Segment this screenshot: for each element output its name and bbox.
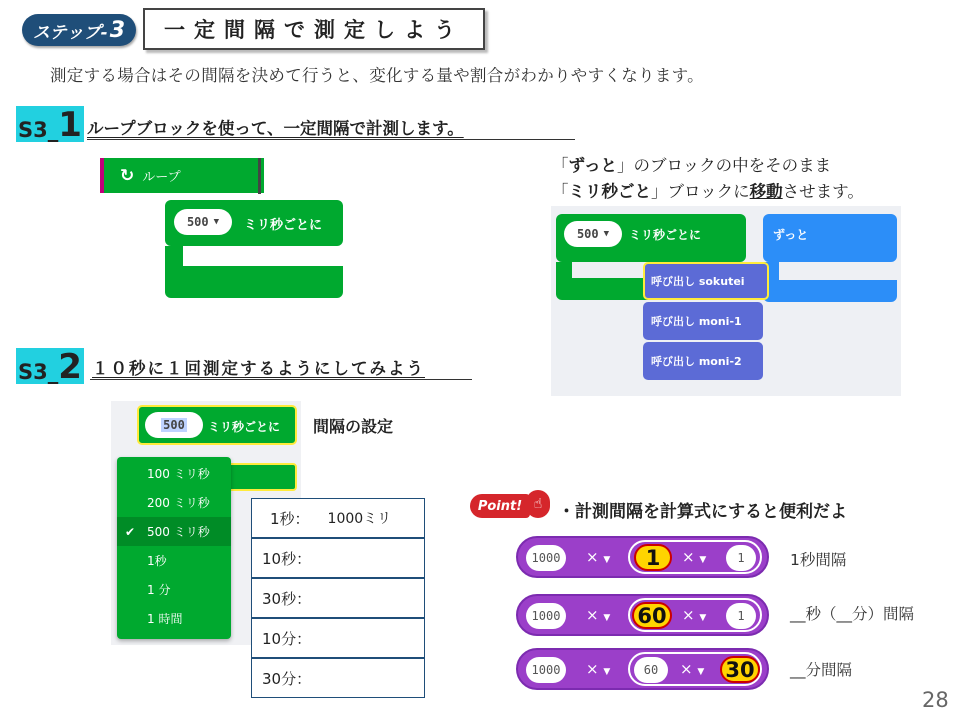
calc-row-3-op1-caret-icon: ▼ — [603, 667, 611, 677]
table-row-30min[interactable] — [251, 658, 425, 698]
move-note-line2 — [552, 178, 864, 202]
page-title-text: 一定間隔で測定しよう — [164, 18, 464, 42]
s3-1-label-number: 1 — [58, 105, 82, 145]
note-l2-mid: 」ブロックに — [651, 182, 750, 201]
interval-dropdown-menu — [117, 457, 231, 639]
ws-dropdown-caret-icon: ▼ — [603, 229, 610, 239]
calc-row-1-op1-sym: × — [586, 548, 599, 566]
table-row-10min-label: 10分： — [262, 629, 312, 648]
every-ms-value-text: 500 — [186, 215, 209, 229]
table-row-10s-label: 10秒： — [262, 549, 312, 568]
calc-row-1-op1[interactable] — [586, 548, 610, 566]
dropdown-option-200ms-label: 200 ミリ秒 — [147, 496, 210, 510]
point-badge-text: Point! — [477, 498, 523, 514]
ws-every-label: ミリ秒ごとに — [629, 228, 702, 242]
pointing-hand-icon: ☝ — [526, 490, 550, 518]
calc-row-2-label: __秒（__分）間隔 — [790, 605, 915, 623]
divider — [258, 158, 261, 194]
workspace — [551, 206, 901, 396]
ws-call-sokutei[interactable] — [643, 262, 769, 300]
calc-row-1-label: 1秒間隔 — [790, 551, 847, 569]
calc-row-2-op1-sym: × — [586, 606, 599, 624]
calc-row-3-a[interactable]: 1000 — [526, 657, 566, 683]
calc-row-3-op1[interactable] — [586, 660, 610, 678]
calc-row-1-op2[interactable] — [682, 548, 706, 566]
ws-call-moni-2[interactable] — [643, 342, 763, 380]
dropdown-option-200ms[interactable] — [117, 488, 231, 517]
table-row-1s-label: 1秒： — [270, 509, 310, 528]
calc-row-2-op2-sym: × — [682, 606, 695, 624]
table-row-1s — [251, 498, 425, 538]
dropdown-option-1min[interactable] — [117, 575, 231, 604]
dropdown-option-100ms-label: 100 ミリ秒 — [147, 467, 210, 481]
calc-row-2-op2[interactable] — [682, 606, 706, 624]
calc-row-1-a[interactable]: 1000 — [526, 545, 566, 571]
loop-category-label: ループ — [142, 170, 181, 185]
calc-row-2-op1[interactable] — [586, 606, 610, 624]
every-ms-block-bottom — [165, 266, 343, 298]
s3-2-every-bottom — [221, 463, 297, 491]
dropdown-option-1hour[interactable] — [117, 604, 231, 633]
table-row-10min[interactable] — [251, 618, 425, 658]
calc-row-2-b[interactable]: 60 — [632, 602, 672, 629]
every-ms-value[interactable] — [174, 209, 232, 235]
s3-2-every-value-text: 500 — [163, 418, 185, 432]
ws-every-value-text: 500 — [576, 227, 599, 241]
table-row-1s-value: 1000ミリ — [327, 511, 392, 527]
calc-row-1-op2-caret-icon: ▼ — [699, 555, 707, 565]
note-l1-bold: ずっと — [568, 156, 618, 175]
dropdown-option-100ms[interactable] — [117, 459, 231, 488]
calc-row-3-label: __分間隔 — [790, 661, 853, 679]
calc-row-3-op1-sym: × — [586, 660, 599, 678]
note-l1-post: 」のブロックの中をそのまま — [617, 156, 832, 175]
calc-row-3-op2-caret-icon: ▼ — [697, 667, 705, 677]
note-l2-bold: ミリ秒ごと — [568, 182, 651, 201]
note-l2-bold2: 移動 — [749, 182, 783, 201]
s3-2-every-label: ミリ秒ごとに — [208, 420, 281, 434]
s3-2-every-value[interactable] — [145, 412, 203, 438]
page-title — [143, 8, 485, 50]
calc-row-2-c[interactable]: 1 — [726, 603, 756, 629]
s3-2-label-prefix: S3_ — [18, 360, 59, 384]
note-l1-pre: 「 — [552, 156, 569, 175]
note-l2-post: させます。 — [782, 182, 864, 201]
ws-forever-label: ずっと — [773, 228, 809, 242]
dropdown-option-1s[interactable] — [117, 546, 231, 575]
every-ms-label: ミリ秒ごとに — [244, 218, 323, 233]
calc-row-3-c[interactable]: 30 — [720, 656, 760, 683]
dropdown-option-1min-label: 1 分 — [147, 583, 171, 597]
calc-row-3-b[interactable]: 60 — [634, 657, 668, 683]
calc-row-3-op2[interactable] — [680, 660, 704, 678]
table-row-30s[interactable] — [251, 578, 425, 618]
ws-call-moni-1[interactable] — [643, 302, 763, 340]
step-badge — [22, 14, 136, 46]
dropdown-caret-icon: ▼ — [213, 217, 220, 227]
ws-call-sokutei-label: 呼び出し sokutei — [651, 275, 745, 288]
s3-2-label-number: 2 — [58, 347, 82, 387]
note-l2-pre: 「 — [552, 182, 569, 201]
check-icon: ✔ — [125, 524, 136, 539]
loop-category-button[interactable] — [100, 158, 264, 193]
calc-row-1-op1-caret-icon: ▼ — [603, 555, 611, 565]
s3-2-heading-rule — [90, 379, 472, 380]
table-row-30s-label: 30秒： — [262, 589, 312, 608]
ws-every-value[interactable] — [564, 221, 622, 247]
dropdown-option-1s-label: 1秒 — [147, 554, 167, 568]
calc-row-2-a[interactable]: 1000 — [526, 603, 566, 629]
dropdown-option-500ms-label: 500 ミリ秒 — [147, 525, 210, 539]
calc-row-1-b[interactable]: 1 — [634, 544, 672, 571]
setting-label: 間隔の設定 — [313, 417, 394, 436]
step-badge-number: 3 — [109, 17, 126, 43]
calc-row-3-op2-sym: × — [680, 660, 693, 678]
ws-call-moni-1-label: 呼び出し moni-1 — [651, 315, 742, 328]
ws-call-moni-2-label: 呼び出し moni-2 — [651, 355, 742, 368]
loop-icon: ↻ — [120, 165, 135, 186]
point-badge — [470, 494, 530, 518]
page-number: 28 — [922, 688, 949, 712]
calc-row-2-op2-caret-icon: ▼ — [699, 613, 707, 623]
s3-2-label — [16, 347, 84, 387]
s3-1-label-prefix: S3_ — [18, 118, 59, 142]
s3-1-heading: ループブロックを使って、一定間隔で計測します。 — [87, 119, 464, 138]
calc-row-1-op2-sym: × — [682, 548, 695, 566]
calc-row-2-op1-caret-icon: ▼ — [603, 613, 611, 623]
table-row-30min-label: 30分： — [262, 669, 312, 688]
ws-forever-bottom — [763, 280, 897, 302]
move-note-line1 — [552, 152, 831, 176]
s3-1-label — [16, 105, 84, 145]
step-badge-prefix: ステップ- — [32, 22, 108, 43]
point-text: ・計測間隔を計算式にすると便利だよ — [558, 502, 847, 522]
table-row-10s[interactable] — [251, 538, 425, 578]
dropdown-option-500ms[interactable] — [117, 517, 231, 546]
s3-1-heading-rule — [87, 139, 575, 140]
dropdown-option-1hour-label: 1 時間 — [147, 612, 183, 626]
s3-2-heading: １０秒に１回測定するようにしてみよう — [92, 359, 425, 378]
calc-row-1-c[interactable]: 1 — [726, 545, 756, 571]
intro-text: 測定する場合はその間隔を決めて行うと、変化する量や割合がわかりやすくなります。 — [50, 66, 704, 85]
